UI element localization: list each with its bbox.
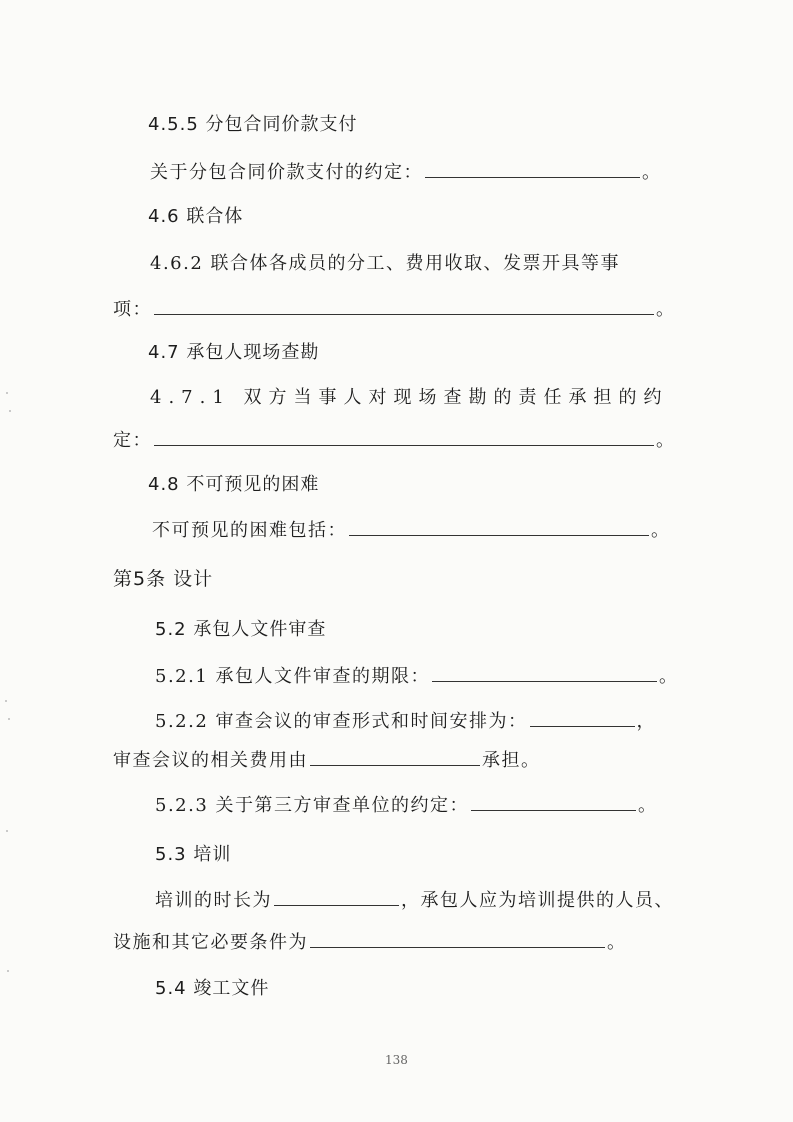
fill-in-blank[interactable] (471, 793, 636, 811)
section-4-5-5-body (150, 160, 662, 185)
section-5-2-2-line1 (155, 709, 656, 734)
period: 。 (638, 795, 658, 816)
scan-speck (6, 392, 8, 394)
scan-speck (9, 410, 11, 412)
period: 。 (607, 932, 627, 953)
fill-in-blank[interactable] (432, 664, 657, 682)
scan-speck (7, 970, 9, 972)
section-4-6-2-text: 项： (113, 299, 152, 320)
period: 。 (651, 520, 671, 541)
scan-speck (8, 718, 10, 720)
fill-in-blank[interactable] (310, 930, 605, 948)
section-5-2-heading: 5.2 承包人文件审查 (155, 619, 327, 640)
section-5-3-text: 培训的时长为 (155, 890, 272, 911)
fill-in-blank[interactable] (154, 297, 654, 315)
scan-speck (5, 700, 7, 702)
section-4-7-heading: 4.7 承包人现场查勘 (148, 342, 320, 363)
section-5-3-line2 (113, 930, 627, 955)
article-5-heading: 第5条 设计 (113, 568, 214, 590)
section-4-6-2-line2 (113, 297, 676, 322)
fill-in-blank[interactable] (310, 748, 480, 766)
fill-in-blank[interactable] (154, 428, 654, 446)
section-4-8-body (152, 518, 671, 543)
section-4-8-text: 不可预见的困难包括： (152, 520, 347, 541)
section-4-5-5-heading: 4.5.5 分包合同价款支付 (148, 114, 358, 135)
section-5-2-1-text: 5.2.1 承包人文件审查的期限： (155, 666, 431, 687)
section-5-2-3-body (155, 793, 658, 818)
section-5-3-heading: 5.3 培训 (155, 844, 232, 865)
section-5-2-3-text: 5.2.3 关于第三方审查单位的约定： (155, 795, 470, 816)
section-5-2-1-body (155, 664, 679, 689)
section-4-6-heading: 4.6 联合体 (148, 206, 244, 227)
section-4-8-heading: 4.8 不可预见的困难 (148, 474, 320, 495)
scan-speck (6, 830, 8, 832)
comma: ， (636, 711, 657, 732)
section-4-7-1-line2 (113, 428, 676, 453)
section-5-3-text-3: 设施和其它必要条件为 (113, 932, 308, 953)
section-5-2-2-text-3: 承担。 (482, 750, 541, 771)
fill-in-blank[interactable] (274, 888, 399, 906)
period: 。 (642, 162, 662, 183)
section-5-2-2-text-2: 审查会议的相关费用由 (113, 750, 308, 771)
fill-in-blank[interactable] (425, 160, 640, 178)
section-5-2-2-text: 5.2.2 审查会议的审查形式和时间安排为： (155, 711, 528, 732)
section-4-7-1-text: 定： (113, 430, 152, 451)
section-5-2-2-line2 (113, 748, 541, 773)
section-5-3-line1 (155, 888, 674, 913)
section-4-6-2-line1: 4.6.2 联合体各成员的分工、费用收取、发票开具等事 (150, 253, 621, 274)
period: 。 (656, 430, 676, 451)
fill-in-blank[interactable] (349, 518, 649, 536)
period: 。 (659, 666, 679, 687)
section-5-3-text-2: ，承包人应为培训提供的人员、 (401, 890, 674, 911)
section-4-7-1-line1: 4.7.1 双方当事人对现场查勘的责任承担的约 (150, 387, 669, 408)
fill-in-blank[interactable] (530, 709, 635, 727)
section-5-4-heading: 5.4 竣工文件 (155, 978, 270, 999)
page-number: 138 (385, 1053, 408, 1067)
section-4-5-5-text: 关于分包合同价款支付的约定： (150, 162, 423, 183)
period: 。 (656, 299, 676, 320)
